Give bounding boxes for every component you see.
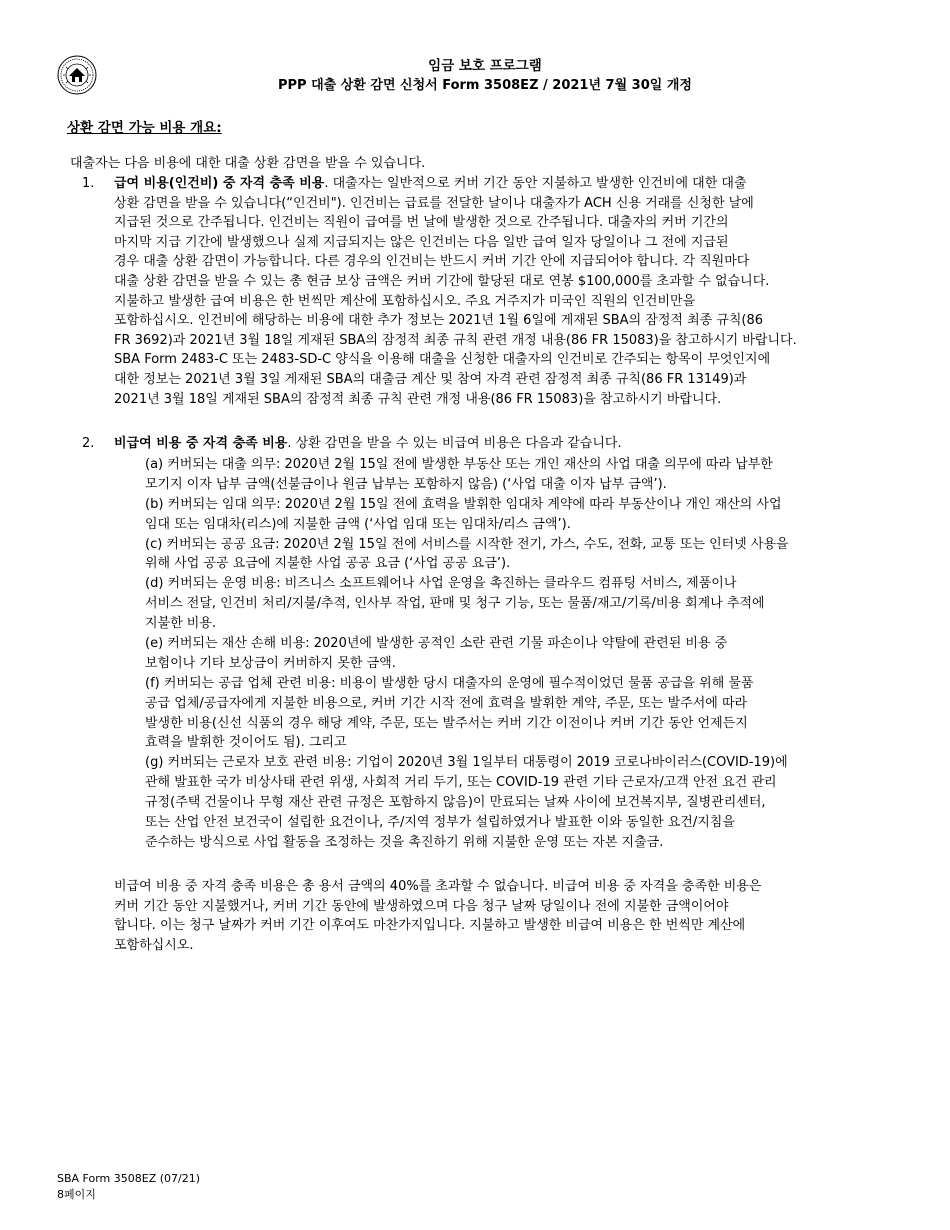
- item-1-bold-title: 급여 비용(인건비) 중 자격 충족 비용: [114, 176, 325, 191]
- subitem-line: (c) 커버되는 공공 요금: 2020년 2월 15일 전에 서비스를 시작한 전기, 가스, 수도, 전화, 교통 또는 인터넷 사용을: [145, 536, 789, 552]
- item-1-number: 1.: [82, 176, 95, 191]
- item-2-first-rest: . 상환 감면을 받을 수 있는 비급여 비용은 다음과 같습니다.: [287, 436, 622, 451]
- subitem-line: 규정(주택 건물이나 무형 재산 관련 규정은 포함하지 않음)이 만료되는 날짜 사이에 보건복지부, 질병관리센터,: [145, 795, 766, 811]
- closing-line: 포함하십시오.: [114, 937, 194, 953]
- subitem-line: (a) 커버되는 대출 의무: 2020년 2월 15일 전에 발생한 부동산 또는 개인 재산의 사업 대출 의무에 따라 납부한: [145, 457, 773, 472]
- item-1-line: 2021년 3월 18일 게재된 SBA의 잠정적 최종 규칙 관련 개정 내용(86 FR 15083)을 참고하시기 바랍니다.: [114, 391, 722, 407]
- sba-seal-icon: [57, 55, 97, 95]
- document-header: [120, 57, 850, 95]
- item-1-line: SBA Form 2483-C 또는 2483-SD-C 양식을 이용해 대출을 신청한 대출자의 인건비로 간주되는 항목이 무엇인지에: [114, 352, 771, 368]
- footer-form-id: SBA Form 3508EZ (07/21): [57, 1172, 201, 1185]
- section-heading: 상환 감면 가능 비용 개요:: [67, 120, 222, 136]
- item-1-line: 마지막 지급 기간에 발생했으나 실제 지급되지는 않은 인건비는 다음 일반 급여 일자 당일이나 그 전에 지급된: [114, 234, 729, 250]
- subitem-line: (e) 커버되는 재산 손해 비용: 2020년에 발생한 공적인 소란 관련 기물 파손이나 약탈에 관련된 비용 중: [145, 636, 728, 652]
- item-1-line: 대한 정보는 2021년 3월 3일 게재된 SBA의 대출금 계산 및 참여 자격 관련 잠정적 최종 규칙(86 FR 13149)과: [114, 371, 747, 387]
- item-1-line: 포함하십시오. 인건비에 해당하는 비용에 대한 추가 정보는 2021년 1월 6일에 게재된 SBA의 잠정적 최종 규칙(86: [114, 313, 764, 329]
- item-1-line: FR 3692)과 2021년 3월 18일 게재된 SBA의 잠정적 최종 규칙 관련 개정 내용(86 FR 15083)을 참고하시기 바랍니다.: [114, 332, 797, 348]
- subitem-line: 지불한 비용.: [145, 616, 217, 632]
- closing-line: 비급여 비용 중 자격 충족 비용은 총 용서 금액의 40%를 초과할 수 없습니다. 비급여 비용 중 자격을 충족한 비용은: [114, 879, 762, 894]
- subitem-line: 보험이나 기타 보상금이 커버하지 못한 금액.: [145, 655, 396, 671]
- subitem-line: 모기지 이자 납부 금액(선불금이나 원금 납부는 포함하지 않음) (‘사업 대출 이자 납부 금액’).: [145, 476, 667, 492]
- item-2-first-line: [114, 434, 622, 454]
- item-1-line: 지불하고 발생한 급여 비용은 한 번씩만 계산에 포함하십시오. 주요 거주지가 미국인 직원의 인건비만을: [114, 293, 696, 309]
- subitem-line: 또는 산업 안전 보건국이 설립한 요건이나, 주/지역 정부가 설립하였거나 발표한 이와 동일한 요건/지침을: [145, 815, 735, 831]
- closing-paragraph: [114, 877, 761, 955]
- footer-page-number: 8페이지: [57, 1188, 96, 1201]
- closing-line: 커버 기간 동안 지불했거나, 커버 기간 동안에 발생하였으며 다음 청구 날짜 당일이나 전에 지불한 금액이어야: [114, 898, 729, 914]
- subitem-line: (b) 커버되는 임대 의무: 2020년 2월 15일 전에 효력을 발휘한 임대차 계약에 따라 부동산이나 개인 재산의 사업: [145, 496, 782, 512]
- closing-line: 합니다. 이는 청구 날짜가 커버 기간 이후여도 마찬가지입니다. 지불하고 발생한 비급여 비용은 한 번씩만 계산에: [114, 918, 746, 933]
- intro-paragraph: 대출자는 다음 비용에 대한 대출 상환 감면을 받을 수 있습니다.: [70, 156, 426, 171]
- item-1-line: 지급된 것으로 간주됩니다. 인건비는 직원이 급여를 번 날에 발생한 것으로 간주됩니다. 대출자의 커버 기간의: [114, 215, 729, 231]
- document-subtitle: PPP 대출 상환 감면 신청서 Form 3508EZ / 2021년 7월 30일 개정: [278, 78, 692, 93]
- document-title: 임금 보호 프로그램: [428, 58, 542, 74]
- page-footer: [57, 1171, 200, 1203]
- subitem-line: 관해 발표한 국가 비상사태 관련 위생, 사회적 거리 두기, 또는 COVID-19 관련 기타 근로자/고객 안전 요건 관리: [145, 775, 777, 791]
- subitem-line: (g) 커버되는 근로자 보호 관련 비용: 기업이 2020년 3월 1일부터 대통령이 2019 코로나바이러스(COVID-19)에: [145, 755, 788, 771]
- subitem-line: 준수하는 방식으로 사업 활동을 조정하는 것을 촉진하기 위해 지불한 운영 또는 자본 지출금.: [145, 834, 664, 850]
- item-1-text: [114, 174, 797, 409]
- item-2-text: [114, 434, 622, 454]
- item-1-first-line: [114, 174, 797, 194]
- item-2-number: 2.: [82, 436, 95, 451]
- item-1-line: 대출 상환 감면을 받을 수 있는 총 현금 보상 금액은 커버 기간에 할당된 대로 연봉 $100,000를 초과할 수 없습니다.: [114, 273, 770, 289]
- subitem-line: 공급 업체/공급자에게 지불한 비용으로, 커버 기간 시작 전에 효력을 발휘한 계약, 주문, 또는 발주서에 따라: [145, 695, 748, 711]
- subitem-line: (f) 커버되는 공급 업체 관련 비용: 비용이 발생한 당시 대출자의 운영에 필수적이었던 물품 공급을 위해 물품: [145, 675, 754, 691]
- item-2-subitems: [145, 455, 789, 853]
- subitem-line: 발생한 비용(신선 식품의 경우 해당 계약, 주문, 또는 발주서는 커버 기간 이전이나 커버 기간 동안 언제든지: [145, 715, 748, 731]
- subitem-line: 임대 또는 임대차(리스)에 지불한 금액 (‘사업 임대 또는 임대차/리스 금액’).: [145, 516, 571, 532]
- item-1-line: 상환 감면을 받을 수 있습니다(“인건비"). 인건비는 급료를 전달한 날이나 대출자가 ACH 신용 거래를 신청한 날에: [114, 195, 754, 211]
- subitem-line: 위해 사업 공공 요금에 지불한 사업 공공 요금 (‘사업 공공 요금’).: [145, 556, 511, 572]
- item-1-line: 경우 대출 상환 감면이 가능합니다. 다른 경우의 인건비는 반드시 커버 기간 안에 지급되어야 합니다. 각 직원마다: [114, 254, 750, 270]
- subitem-line: (d) 커버되는 운영 비용: 비즈니스 소프트웨어나 사업 운영을 촉진하는 클라우드 컴퓨팅 서비스, 제품이나: [145, 576, 737, 592]
- item-2-bold-title: 비급여 비용 중 자격 충족 비용: [114, 436, 288, 451]
- subitem-line: 효력을 발휘한 것이어도 됨). 그리고: [145, 735, 347, 751]
- subitem-line: 서비스 전달, 인건비 처리/지불/추적, 인사부 작업, 판매 및 청구 기능, 또는 물품/재고/기록/비용 회계나 추적에: [145, 596, 765, 612]
- item-1-first-rest: . 대출자는 일반적으로 커버 기간 동안 지불하고 발생한 인건비에 대한 대출: [324, 176, 747, 191]
